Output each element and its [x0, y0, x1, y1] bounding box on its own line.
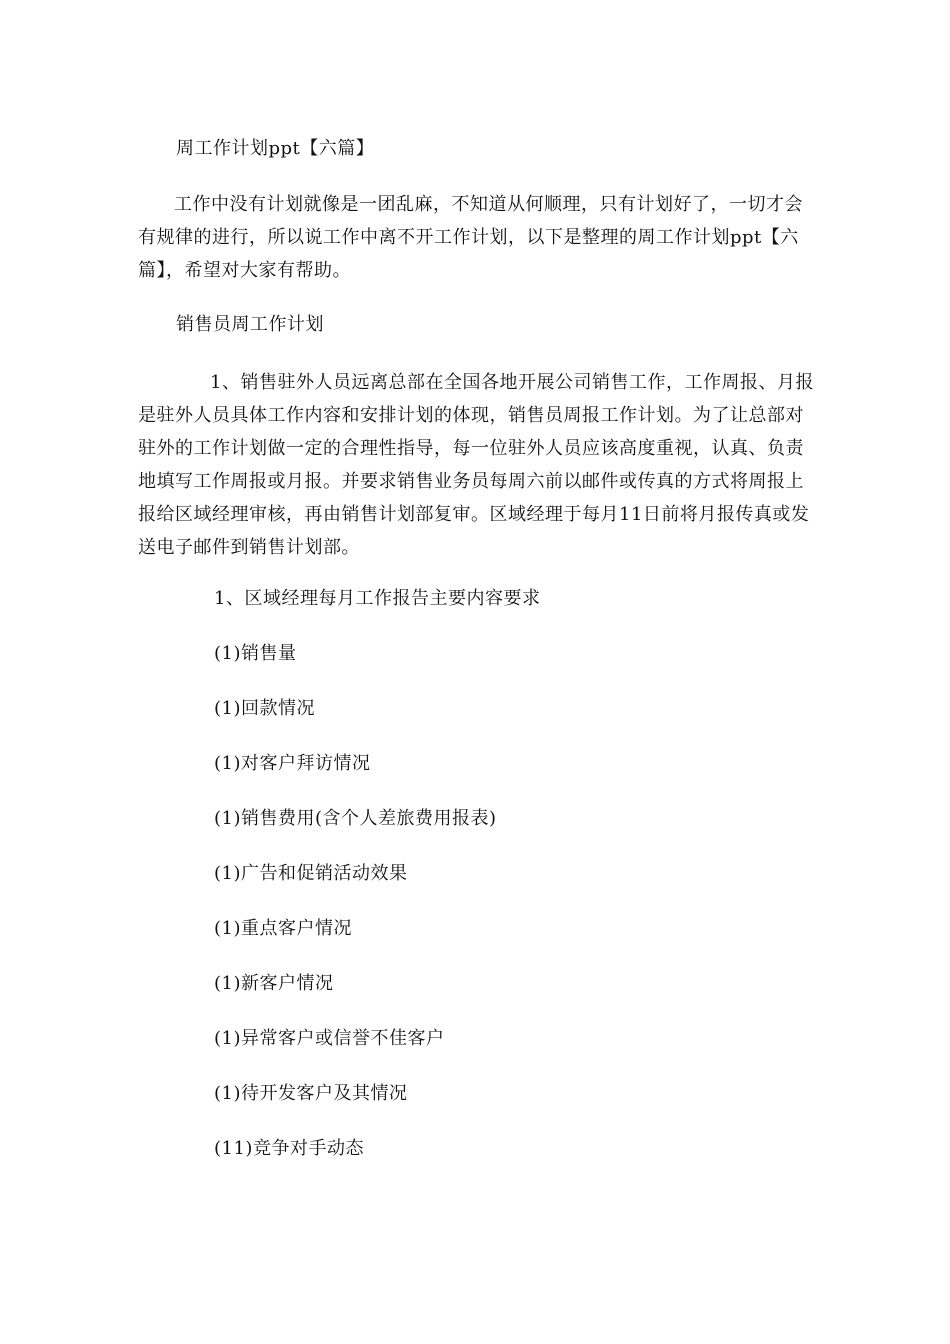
subheading: 1、区域经理每月工作报告主要内容要求	[214, 588, 541, 609]
list-item: (11)竞争对手动态	[214, 1138, 364, 1159]
list-item: (1)广告和促销活动效果	[214, 863, 408, 884]
list-item: (1)回款情况	[214, 698, 315, 719]
list-item: (1)异常客户或信誉不佳客户	[214, 1028, 445, 1049]
list-item: (1)对客户拜访情况	[214, 753, 371, 774]
list-item: (1)销售费用(含个人差旅费用报表)	[214, 808, 497, 829]
intro-paragraph: 工作中没有计划就像是一团乱麻，不知道从何顺理，只有计划好了，一切才会有规律的进行，所以说工作中离不开工作计划，以下是整理的周工作计划ppt【六篇】，希望对大家有帮助。	[138, 194, 803, 281]
body-paragraph: 1、销售驻外人员远离总部在全国各地开展公司销售工作，工作周报、月报是驻外人员具体工作内容和安排计划的体现，销售员周报工作计划。为了让总部对驻外的工作计划做一定的合理性指导，每一位驻外人员应该高度重视，认真、负责地填写工作周报或月报。并要求销售业务员每周六前以邮件或传真的方式将周报上报给区域经理审核，再由销售计划部复审。区域经理于每月11日前将月报传真或发送电子邮件到销售计划部。	[138, 372, 814, 558]
list-item: (1)新客户情况	[214, 973, 334, 994]
document-title: 周工作计划ppt【六篇】	[176, 138, 375, 159]
list-item: (1)重点客户情况	[214, 918, 352, 939]
section-heading: 销售员周工作计划	[176, 314, 324, 335]
list-item: (1)待开发客户及其情况	[214, 1083, 408, 1104]
list-item: (1)销售量	[214, 643, 297, 664]
